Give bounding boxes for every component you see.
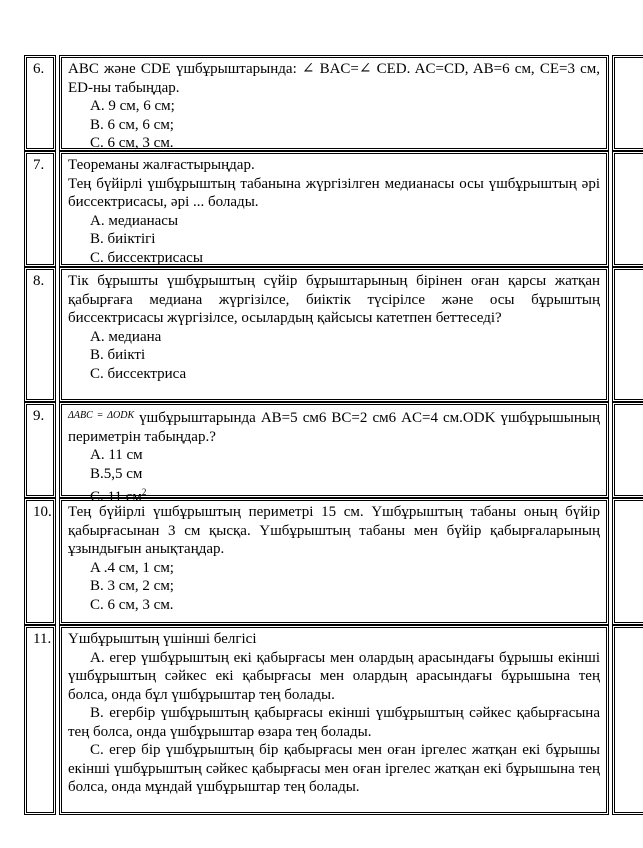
option-a: A. 11 см [90,447,143,463]
answer-cell [612,267,643,402]
question-number-cell [24,625,56,815]
option-c: C. 6 см, 3 см. [90,596,174,613]
question-number-cell [24,267,56,402]
question-number: 6. [33,61,45,77]
question-number: 8. [33,273,45,289]
question-row [24,267,643,402]
equals-sign: = [92,410,108,421]
question-row [24,402,643,505]
option-a-paragraph: A. егер үшбұрыштың екі қабырғасы мен олардың арасындағы бұрышы екінші үшбұрыштың сәйкес екі қабырғасы мен олардың арасындағы бұрышына тең болса, онда бұл үшбұрыштар тең болады. [68,649,600,703]
question-body-cell [59,55,609,151]
question-stem [68,407,600,446]
option-a: A. 9 см, 6 см; [90,98,175,114]
question-number: 7. [33,157,45,173]
question-body-cell [59,498,609,625]
question-stem-line: Теореманы жалғастырыңдар. [68,157,255,173]
option-b: B. 3 см, 2 см; [90,578,174,594]
option-b: B. биіктігі [90,231,156,247]
option-a: A. медиана [90,328,162,345]
option-a: A. медианасы [90,212,179,229]
answer-cell [612,402,643,498]
question-number-cell [24,151,56,267]
question-row [24,55,643,151]
test-table [24,55,643,815]
question-stem: Тең бүйірлі үшбұрыштың периметрі 15 см. Үшбұрыштың табаны оның бүйір қабырғасынан 3 см қысқа. Үшбұрыштың табаны мен бүйір қабырғаларының ұзындығын анықтаңдар. [68,504,600,557]
question-row [24,625,643,815]
question-number: 11. [33,631,52,647]
question-row [24,151,643,267]
question-stem-text: үшбұрыштарында AB=5 см6 BC=2 см6 AC=4 см.ODK үшбұрышының периметрін табыңдар.? [68,410,600,445]
answer-cell [612,55,643,151]
question-stem-line: Тең бүйірлі үшбұрыштың табанына жүргізілген медианасы осы үшбұрыштың әрі биссектрисасы, әрі ... болады. [68,175,600,210]
option-c-superscript: 2 [141,487,147,497]
option-c: C. биссектриса [90,365,187,382]
question-number-cell [24,402,56,498]
triangle-abc-formula: ΔABC [68,410,93,421]
option-a: A .4 см, 1 см; [90,559,174,576]
question-stem: ABC және CDE үшбұрыштарында: ∠ BAC=∠ CED. AC=CD, AB=6 см, CE=3 см, ED-ны табыңдар. [68,61,600,96]
option-c: C. биссектрисасы [90,249,203,266]
option-c-text: C. 11 см [90,489,142,505]
answer-cell [612,498,643,625]
question-body-cell [59,402,609,505]
question-stem: Тік бұрышты үшбұрыштың сүйір бұрыштарының бірінен оған қарсы жатқан қабырғаға медиана жүргізілсе, биіктік түсірілсе және осы бұрыштың биссектрисасы жүргізілсе, осылардың қайсысы катетпен беттеседі? [68,273,600,326]
question-number-cell [24,498,56,625]
option-b-paragraph: B. егербір үшбұрыштың қабырғасы екінші үшбұрыштың сәйкес қабырғасына тең болса, онда үшбұрыштар өзара тең болады. [68,705,600,740]
question-body-cell [59,625,609,815]
question-row [24,498,643,625]
question-number-cell [24,55,56,151]
option-c: C. 6 см, 3 см. [90,135,174,151]
triangle-odk-formula: ΔODK [107,410,135,421]
question-number: 10. [33,504,52,520]
question-stem: Үшбұрыштың үшінші белгісі [68,631,257,647]
option-b: B. биікті [90,347,146,363]
question-number: 9. [33,408,45,424]
question-body-cell [59,151,609,267]
answer-cell [612,151,643,267]
question-body-cell [59,267,609,402]
answer-cell [612,625,643,815]
option-b: B.5,5 см [90,465,143,482]
option-b: B. 6 см, 6 см; [90,116,174,133]
option-c-paragraph: C. егер бір үшбұрыштың бір қабырғасы мен оған іргелес жатқан екі бұрышы екінші үшбұрыштың сәйкес қабырғасы мен оған іргелес жатқан екі бұрышына тең болса, онда мұндай үшбұрыштар тең болады. [68,742,600,795]
